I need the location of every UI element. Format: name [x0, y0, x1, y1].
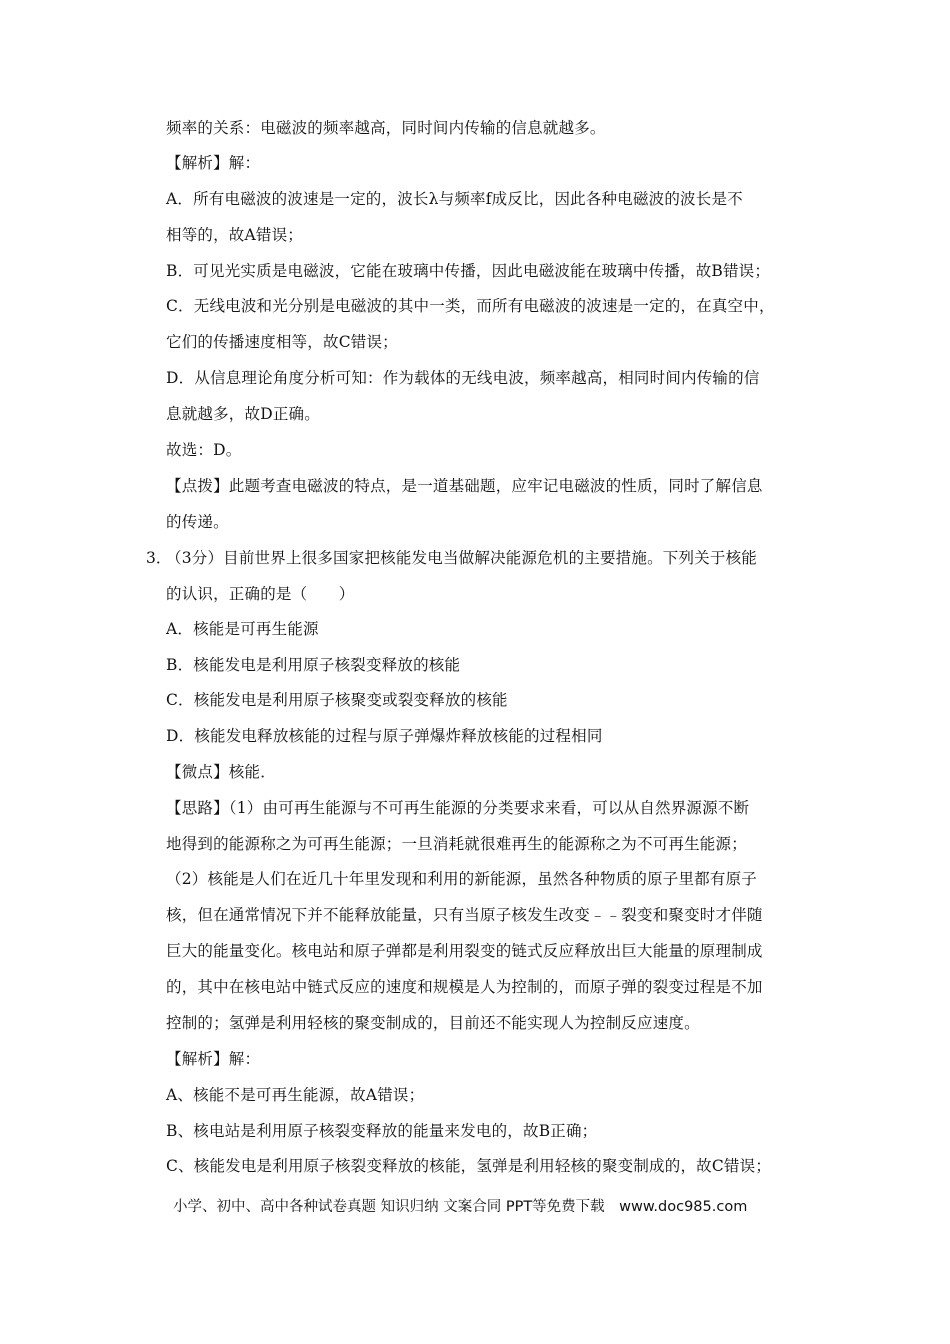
option-d: D．核能发电释放核能的过程与原子弹爆炸释放核能的过程相同 [166, 727, 603, 745]
question-stem: 的认识，正确的是（ ） [166, 585, 355, 603]
text-line: 【思路】（1）由可再生能源与不可再生能源的分类要求来看，可以从自然界源源不断 [166, 799, 750, 817]
text-line: C．无线电波和光分别是电磁波的其中一类，而所有电磁波的波速是一定的，在真空中， [166, 297, 775, 315]
text-line: C、核能发电是利用原子核裂变释放的核能，氢弹是利用轻核的聚变制成的，故C错误； [166, 1157, 772, 1175]
text-line: A．所有电磁波的波速是一定的，波长λ与频率f成反比，因此各种电磁波的波长是不 [166, 190, 743, 208]
text-line: A、核能不是可再生能源，故A错误； [166, 1086, 425, 1104]
text-line: D．从信息理论角度分析可知：作为载体的无线电波，频率越高，相同时间内传输的信 [166, 369, 760, 387]
text-line: 相等的，故A错误； [166, 226, 303, 244]
text-line: 【解析】解： [166, 154, 261, 172]
question-stem: （3分）目前世界上很多国家把核能发电当做解决能源危机的主要措施。下列关于核能 [166, 549, 757, 567]
text-line: 【点拨】此题考查电磁波的特点，是一道基础题，应牢记电磁波的性质，同时了解信息 [166, 477, 763, 495]
text-line: 故选：D。 [166, 441, 242, 459]
text-line: 巨大的能量变化。核电站和原子弹都是利用裂变的链式反应释放出巨大能量的原理制成 [166, 942, 763, 960]
text-line: 【解析】解： [166, 1050, 261, 1068]
option-a: A．核能是可再生能源 [166, 620, 319, 638]
text-line: 地得到的能源称之为可再生能源；一旦消耗就很难再生的能源称之为不可再生能源； [166, 835, 747, 853]
option-c: C．核能发电是利用原子核聚变或裂变释放的核能 [166, 691, 508, 709]
option-b: B．核能发电是利用原子核裂变释放的核能 [166, 656, 461, 674]
question-number: 3． [146, 549, 172, 567]
footer-text: 小学、初中、高中各种试卷真题 知识归纳 文案合同 PPT等免费下载 www.doc985.com [173, 1199, 748, 1215]
text-line: 频率的关系：电磁波的频率越高，同时间内传输的信息就越多。 [166, 119, 606, 137]
text-line: 的传递。 [166, 513, 229, 531]
text-line: 控制的；氢弹是利用轻核的聚变制成的，目前还不能实现人为控制反应速度。 [166, 1014, 700, 1032]
text-line: 【微点】核能． [166, 763, 276, 781]
text-line: B．可见光实质是电磁波，它能在玻璃中传播，因此电磁波能在玻璃中传播，故B错误； [166, 262, 771, 280]
text-line: 它们的传播速度相等，故C错误； [166, 333, 398, 351]
text-line: 息就越多，故D正确。 [166, 405, 320, 423]
text-line: 核，但在通常情况下并不能释放能量，只有当原子核发生改变﹣﹣裂变和聚变时才伴随 [166, 906, 763, 924]
text-line: B、核电站是利用原子核裂变释放的能量来发电的，故B正确； [166, 1122, 598, 1140]
text-line: 的，其中在核电站中链式反应的速度和规模是人为控制的，而原子弹的裂变过程是不加 [166, 978, 763, 996]
text-line: （2）核能是人们在近几十年里发现和利用的新能源，虽然各种物质的原子里都有原子 [166, 870, 757, 888]
